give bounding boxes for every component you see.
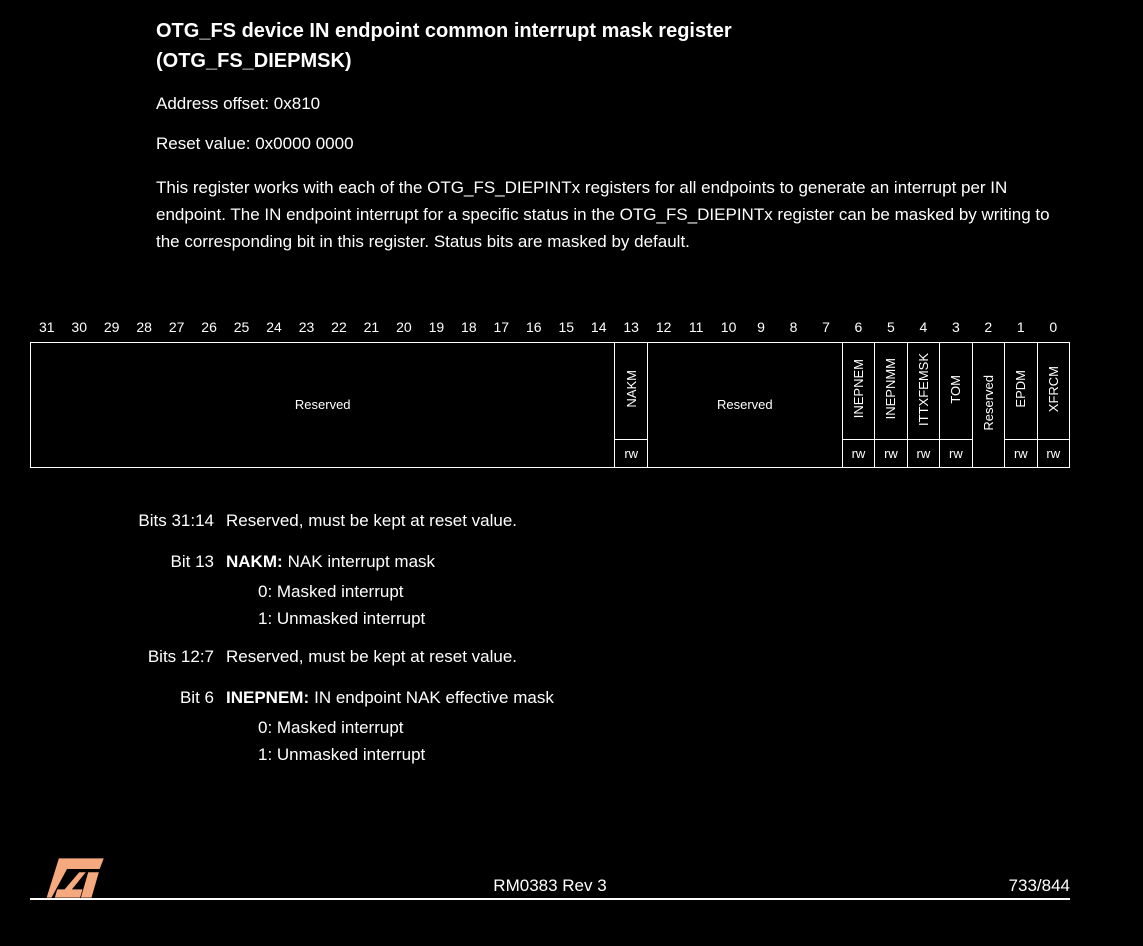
bit-number: 30 — [71, 318, 87, 335]
field-inepnem — [842, 342, 874, 439]
register-diagram — [30, 314, 1070, 468]
bit-range-label: Bit 6 — [179, 688, 214, 707]
page-title-line2: (OTG_FS_DIEPMSK) — [156, 50, 352, 72]
bit-number: 0 — [1049, 318, 1058, 335]
page-number: 733/844 — [1008, 876, 1070, 895]
field-reserved-31-14: Reserved — [31, 342, 615, 467]
bit-number: 13 — [623, 318, 639, 335]
field-xfrcm-label: XFRCM — [1045, 365, 1061, 413]
access-tom: rw — [940, 439, 972, 467]
field-inepnem-label: INEPNEM — [850, 359, 866, 419]
access-epdm: rw — [1005, 439, 1037, 467]
access-inepnmm: rw — [875, 439, 907, 467]
bit-number: 31 — [38, 318, 55, 335]
bit-description-text: NAKM: NAK interrupt mask — [226, 552, 436, 571]
bit-number: 28 — [136, 318, 152, 335]
bit-description-row — [0, 684, 1100, 768]
bit-field-name: NAKM: — [226, 552, 283, 571]
bit-range-label: Bits 12:7 — [147, 647, 214, 666]
bit-number: 7 — [822, 318, 830, 335]
bit-number: 17 — [493, 318, 510, 335]
field-epdm — [1005, 342, 1037, 439]
field-reserved-2-label: Reserved — [980, 375, 996, 431]
bit-number: 22 — [331, 318, 347, 335]
bit-number: 11 — [688, 318, 704, 335]
bit-number: 24 — [266, 318, 282, 335]
footer-divider — [30, 898, 1070, 900]
bit-number: 26 — [201, 318, 217, 335]
bit-number: 6 — [854, 318, 863, 335]
bit-number: 18 — [461, 318, 477, 335]
bit-value-option: 0: Masked interrupt — [258, 582, 404, 601]
field-epdm-label: EPDM — [1013, 370, 1029, 408]
register-bit-table — [30, 314, 1070, 468]
field-nakm — [615, 342, 647, 439]
field-row — [31, 342, 1070, 439]
bit-number: 3 — [951, 318, 960, 335]
bit-number: 9 — [757, 318, 765, 335]
bit-number: 27 — [168, 318, 185, 335]
bit-number: 23 — [298, 318, 315, 335]
access-nakm: rw — [615, 439, 647, 467]
access-ittxfemsk: rw — [907, 439, 939, 467]
bit-number: 8 — [789, 318, 798, 335]
doc-reference: RM0383 Rev 3 — [493, 876, 607, 895]
access-inepnem: rw — [842, 439, 874, 467]
bit-number: 20 — [396, 318, 412, 335]
field-xfrcm — [1037, 342, 1069, 439]
bit-number: 12 — [655, 318, 672, 335]
bit-number: 5 — [887, 318, 895, 335]
bit-value-option: 1: Unmasked interrupt — [258, 745, 426, 764]
bit-range-label: Bit 13 — [170, 552, 214, 571]
bit-number: 14 — [590, 318, 607, 335]
field-ittxfemsk — [907, 342, 939, 439]
field-tom-label: TOM — [948, 374, 964, 404]
bit-number: 21 — [363, 318, 380, 335]
register-description: This register works with each of the OTG_FS_DIEPINTx registers for all endpoints to generate an interrupt per IN endpoint. The IN endpoint interrupt for a specific status in the OTG_FS_DIEPINTx register can be masked by writing to the corresponding bit in this register. Status bits are masked by default. — [156, 178, 1050, 251]
bit-number: 16 — [525, 318, 542, 335]
bit-number: 25 — [233, 318, 250, 335]
field-reserved-2 — [972, 342, 1004, 467]
bit-field-name: INEPNEM: — [226, 688, 310, 707]
bit-descriptions — [0, 507, 1100, 779]
bit-number: 2 — [984, 318, 993, 335]
bit-description-text: INEPNEM: IN endpoint NAK effective mask — [226, 688, 554, 707]
field-reserved-12-7: Reserved — [647, 342, 842, 467]
bit-number: 19 — [428, 318, 445, 335]
bit-description-row — [0, 643, 1100, 673]
bit-description-text: Reserved, must be kept at reset value. — [226, 511, 518, 530]
bit-value-option: 1: Unmasked interrupt — [258, 609, 426, 628]
field-tom — [940, 342, 972, 439]
bit-number: 15 — [558, 318, 575, 335]
bit-number: 1 — [1016, 318, 1025, 335]
bit-number: 10 — [720, 318, 737, 335]
bit-range-label: Bits 31:14 — [138, 511, 214, 530]
reset-value: Reset value: 0x0000 0000 — [156, 134, 354, 153]
page-title-line1: OTG_FS device IN endpoint common interrupt mask register — [156, 20, 732, 42]
page-title — [156, 16, 1086, 76]
bit-value-option: 0: Masked interrupt — [258, 718, 404, 737]
bit-number: 29 — [103, 318, 120, 335]
field-ittxfemsk-label: ITTXFEMSK — [915, 352, 931, 426]
bit-description-text: Reserved, must be kept at reset value. — [226, 647, 518, 666]
bit-description-row — [0, 507, 1100, 537]
bit-description-row — [0, 548, 1100, 632]
field-nakm-label: NAKM — [623, 370, 639, 408]
field-inepnmm-label: INEPNMM — [883, 358, 899, 420]
bit-number: 4 — [919, 318, 928, 335]
address-offset: Address offset: 0x810 — [156, 94, 321, 113]
field-inepnmm — [875, 342, 907, 439]
bit-number-row — [31, 314, 1070, 342]
access-xfrcm: rw — [1037, 439, 1069, 467]
